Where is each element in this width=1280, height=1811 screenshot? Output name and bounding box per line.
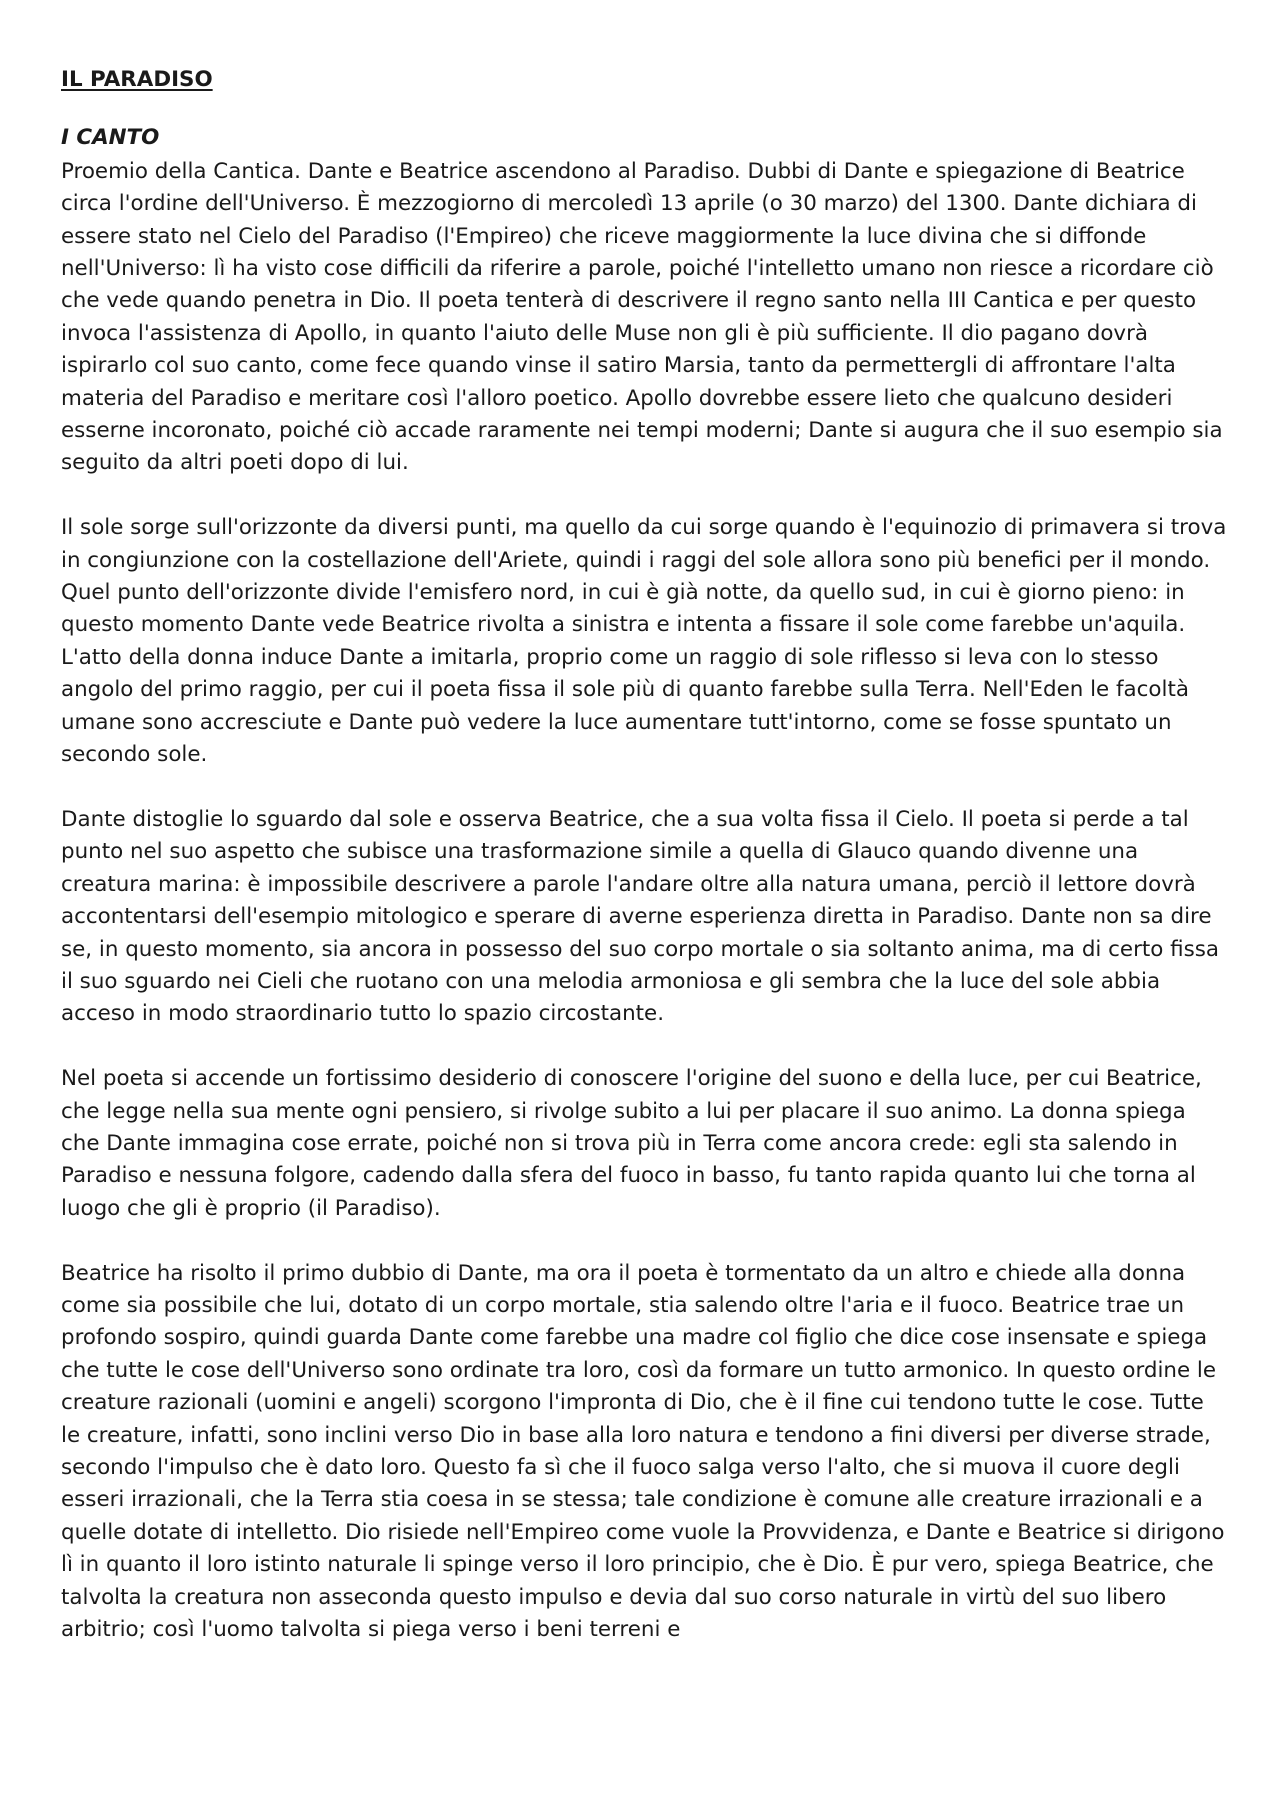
paragraph-glauco: Dante distoglie lo sguardo dal sole e osserva Beatrice, che a sua volta fissa il Cielo. Il poeta si perde a tal punto nel suo aspetto che subisce una trasformazione simile a quella di Glauco quando divenne una creatura marina: è impossibile descrivere a parole l'andare oltre alla natura umana, perciò il lettore dovrà accontentarsi dell'esempio mitologico e sperare di averne esperienza diretta in Paradiso. Dante non sa dire se, in questo momento, sia ancora in possesso del suo corpo mortale o sia soltanto anima, ma di certo fissa il suo sguardo nei Cieli che ruotano con una melodia armoniosa e gli sembra che la luce del sole abbia acceso in modo straordinario tutto lo spazio circostante. [61,806,1220,1027]
canto-title: I CANTO [61,125,160,151]
paragraph-proemio: Proemio della Cantica. Dante e Beatrice ascendono al Paradiso. Dubbi di Dante e spiegazione di Beatrice circa l'ordine dell'Universo. È mezzogiorno di mercoledì 13 aprile (o 30 marzo) del 1300. Dante dichiara di essere stato nel Cielo del Paradiso (l'Empireo) che riceve maggiormente la luce divina che si diffonde nell'Universo: lì ha visto cose difficili da riferire a parole, poiché l'intelletto umano non riesce a ricordare ciò che vede quando penetra in Dio. Il poeta tenterà di descrivere il regno santo nella III Cantica e per questo invoca l'assistenza di Apollo, in quanto l'aiuto delle Muse non gli è più sufficiente. Il dio pagano dovrà ispirarlo col suo canto, come fece quando vinse il satiro Marsia, tanto da permettergli di affrontare l'alta materia del Paradiso e meritare così l'alloro poetico. Apollo dovrebbe essere lieto che qualcuno desideri esserne incoronato, poiché ciò accade raramente nei tempi moderni; Dante si augura che il suo esempio sia seguito da altri poeti dopo di lui. [61,158,1223,476]
paragraph-sole: Il sole sorge sull'orizzonte da diversi punti, ma quello da cui sorge quando è l'equinozio di primavera si trova in congiunzione con la costellazione dell'Ariete, quindi i raggi del sole allora sono più benefici per il mondo. Quel punto dell'orizzonte divide l'emisfero nord, in cui è già notte, da quello sud, in cui è giorno pieno: in questo momento Dante vede Beatrice rivolta a sinistra e intenta a fissare il sole come farebbe un'aquila. L'atto della donna induce Dante a imitarla, proprio come un raggio di sole riflesso si leva con lo stesso angolo del primo raggio, per cui il poeta fissa il sole più di quanto farebbe sulla Terra. Nell'Eden le facoltà umane sono accresciute e Dante può vedere la luce aumentare tutt'intorno, come se fosse spuntato un secondo sole. [61,515,1227,768]
paragraph-ordine-universo: Beatrice ha risolto il primo dubbio di Dante, ma ora il poeta è tormentato da un altro e chiede alla donna come sia possibile che lui, dotato di un corpo mortale, stia salendo oltre l'aria e il fuoco. Beatrice trae un profondo sospiro, quindi guarda Dante come farebbe una madre col figlio che dice cose insensate e spiega che tutte le cose dell'Universo sono ordinate tra loro, così da formare un tutto armonico. In questo ordine le creature razionali (uomini e angeli) scorgono l'impronta di Dio, che è il fine cui tendono tutte le cose. Tutte le creature, infatti, sono inclini verso Dio in base alla loro natura e tendono a fini diversi per diverse strade, secondo l'impulso che è dato loro. Questo fa sì che il fuoco salga verso l'alto, che si muova il cuore degli esseri irrazionali, che la Terra stia coesa in se stessa; tale condizione è comune alle creature irrazionali e a quelle dotate di intelletto. Dio risiede nell'Empireo come vuole la Provvidenza, e Dante e Beatrice si dirigono lì in quanto il loro istinto naturale li spinge verso il loro principio, che è Dio. È pur vero, spiega Beatrice, che talvolta la creatura non asseconda questo impulso e devia dal suo corso naturale in virtù del suo libero arbitrio; così l'uomo talvolta si piega verso i beni terreni e [61,1260,1225,1643]
document-title: IL PARADISO [61,67,213,92]
paragraph-desiderio: Nel poeta si accende un fortissimo desiderio di conoscere l'origine del suono e della luce, per cui Beatrice, che legge nella sua mente ogni pensiero, si rivolge subito a lui per placare il suo animo. La donna spiega che Dante immagina cose errate, poiché non si trova più in Terra come ancora crede: egli sta salendo in Paradiso e nessuna folgore, cadendo dalla sfera del fuoco in basso, fu tanto rapida quanto lui che torna al luogo che gli è proprio (il Paradiso). [61,1066,1202,1221]
